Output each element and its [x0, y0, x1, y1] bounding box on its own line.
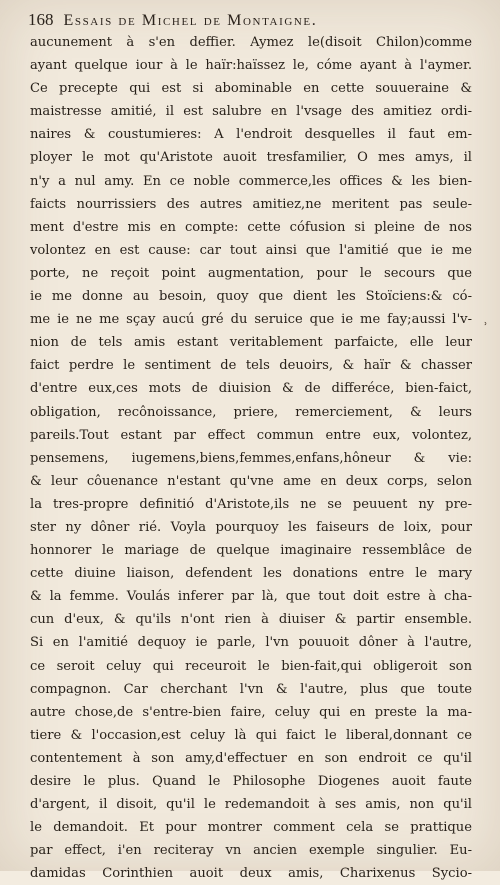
text-line: me ie ne me sçay aucú gré du seruice que ie me fay;aussi l'v- [30, 312, 472, 328]
text-line: nion de tels amis estant veritablement parfaicte, elle leur [30, 335, 472, 351]
text-line: faicts nourrissiers des autres amitiez,ne meritent pas seule- [30, 196, 472, 212]
body-text [30, 31, 472, 885]
text-line: pareils.Tout estant par effect commun entre eux, volontez, [30, 427, 472, 443]
text-line: Si en l'amitié dequoy ie parle, l'vn pouuoit dôner à l'autre, [30, 635, 472, 651]
text-line: maistresse amitié, il est salubre en l'vsage des amitiez ordi- [30, 104, 472, 120]
text-line: compagnon. Car cherchant l'vn & l'autre, plus que toute [30, 681, 472, 697]
text-line: naires & coustumieres: A l'endroit desquelles il faut em- [30, 127, 472, 143]
text-line: Ce precepte qui est si abominable en cette souueraine & [30, 81, 472, 97]
text-line: ce seroit celuy qui receuroit le bien-fait,qui obligeroit son [30, 658, 472, 674]
text-line: aucunement à s'en deffier. Aymez le(disoit Chilon)comme [30, 35, 472, 50]
text-line: & leur côuenance n'estant qu'vne ame en deux corps, selon [30, 473, 472, 489]
text-line: le demandoit. Et pour montrer comment cela se prattique [30, 820, 472, 836]
text-line: honnorer le mariage de quelque imaginaire ressemblâce de [30, 543, 472, 559]
page-header [28, 10, 484, 30]
text-line: ie me donne au besoin, quoy que dient les Stoïciens:& có- [30, 289, 472, 305]
text-line: volontez en est cause: car tout ainsi que l'amitié que ie me [30, 242, 472, 258]
page-number: 168 [28, 10, 54, 29]
text-line: faict perdre le sentiment de tels deuoirs, & haïr & chasser [30, 358, 472, 374]
text-line: pensemens, iugemens,biens,femmes,enfans,hôneur & vie: [30, 450, 472, 466]
text-line: ster ny dôner rié. Voyla pourquoy les faiseurs de loix, pour [30, 519, 472, 535]
text-line: obligation, recônoissance, priere, remerciement, & leurs [30, 404, 472, 420]
margin-mark: ʾ [484, 320, 488, 334]
text-line: porte, ne reçoit point augmentation, pour le secours que [30, 265, 472, 281]
text-line: cun d'eux, & qu'ils n'ont rien à diuiser & partir ensemble. [30, 612, 472, 628]
text-line: damidas Corinthien auoit deux amis, Charixenus Sycio- [30, 866, 472, 882]
text-line: cette diuine liaison, defendent les donations entre le mary [30, 566, 472, 582]
running-title: Essais de Michel de Montaigne. [63, 12, 318, 29]
text-line: ployer le mot qu'Aristote auoit tresfamilier, O mes amys, il [30, 150, 472, 166]
text-line: autre chose,de s'entre-bien faire, celuy qui en preste la ma- [30, 704, 472, 720]
text-line: ayant quelque iour à le haïr:haïssez le, cóme ayant à l'aymer. [30, 58, 472, 74]
text-line: n'y a nul amy. En ce noble commerce,les offices & les bien- [30, 173, 472, 189]
text-line: ment d'estre mis en compte: cette cófusion si pleine de nos [30, 219, 472, 235]
text-line: tiere & l'occasion,est celuy là qui faict le liberal,donnant ce [30, 727, 472, 743]
text-line: desire le plus. Quand le Philosophe Diogenes auoit faute [30, 774, 472, 789]
text-line: contentement à son amy,d'effectuer en son endroit ce qu'il [30, 750, 472, 766]
text-line: par effect, i'en reciteray vn ancien exemple singulier. Eu- [30, 843, 472, 859]
text-line: d'entre eux,ces mots de diuision & de differéce, bien-faict, [30, 381, 472, 397]
text-line: la tres-propre definitió d'Aristote,ils ne se peuuent ny pre- [30, 496, 472, 512]
text-line: d'argent, il disoit, qu'il le redemandoit à ses amis, non qu'il [30, 797, 472, 813]
text-line: & la femme. Voulás inferer par là, que tout doit estre à cha- [30, 589, 472, 605]
